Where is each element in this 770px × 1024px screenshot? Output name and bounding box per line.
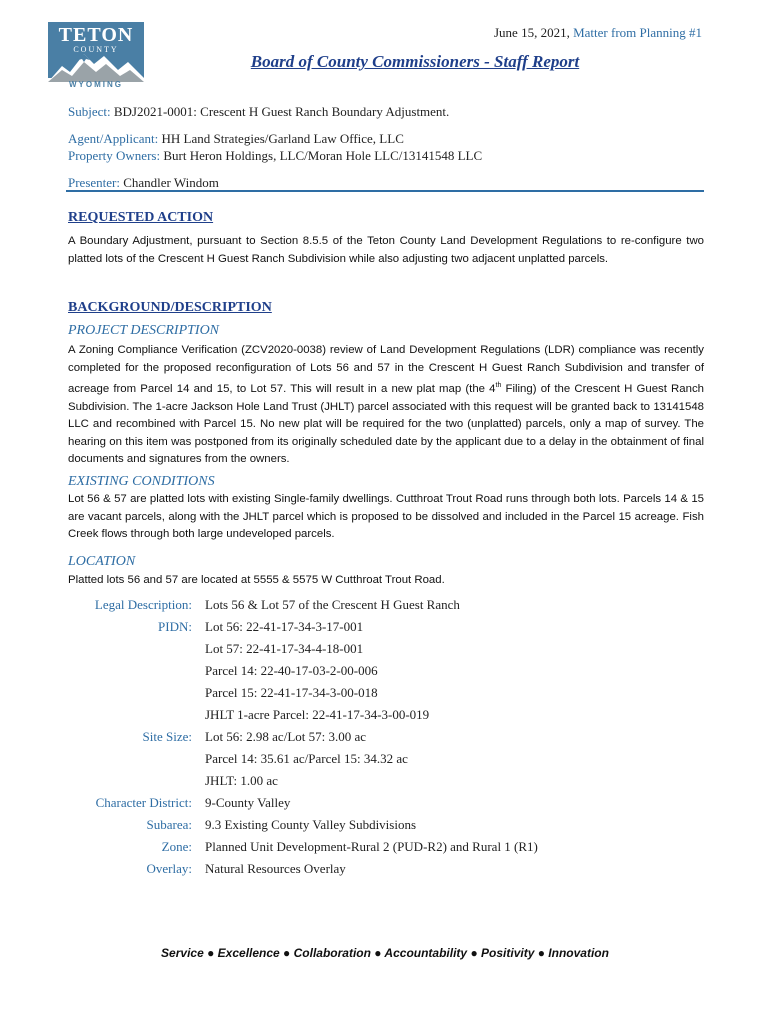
logo-county-text: COUNTY: [73, 45, 119, 54]
detail-row: [0, 795, 700, 815]
detail-value: Lot 57: 22-41-17-34-4-18-001: [205, 641, 364, 656]
detail-label: Overlay:: [146, 861, 192, 876]
existing-conditions-heading: EXISTING CONDITIONS: [68, 474, 215, 489]
owners-value: Burt Heron Holdings, LLC/Moran Hole LLC/13141548 LLC: [163, 148, 483, 163]
detail-label: Zone:: [161, 839, 192, 854]
requested-action-heading: REQUESTED ACTION: [68, 210, 214, 225]
agent-line: [68, 131, 404, 147]
detail-row: [0, 641, 700, 661]
report-date-line: [494, 25, 702, 41]
detail-value: Lots 56 & Lot 57 of the Crescent H Guest Ranch: [205, 597, 460, 612]
detail-value: JHLT 1-acre Parcel: 22-41-17-34-3-00-019: [205, 707, 430, 722]
page-title: Board of County Commissioners - Staff Report: [250, 52, 580, 71]
logo-teton-text: TETON: [58, 24, 134, 46]
detail-value: Lot 56: 2.98 ac/Lot 57: 3.00 ac: [205, 729, 367, 744]
detail-label: Legal Description:: [94, 597, 192, 612]
location-text: Platted lots 56 and 57 are located at 5555 & 5575 W Cutthroat Trout Road.: [68, 574, 445, 586]
project-text-part2: Filing) of the Crescent H Guest Ranch Subdivision. The 1-acre Jackson Hole Land Trust (JHLT) parcel associated with this request will be granted back to 13141548 LLC and recombined with Parcel 15. No new plat will be required for the two (unplatted) parcels, only a map of survey. The hearing on this item was postponed from its originally scheduled date by the applicant due to a delay in the obtainment of final documents and signatures from the owners.: [68, 382, 704, 466]
subject-label: Subject:: [68, 104, 111, 119]
detail-value: Parcel 15: 22-41-17-34-3-00-018: [205, 685, 378, 700]
detail-row: [0, 817, 700, 837]
header-divider: [66, 190, 704, 192]
presenter-label: Presenter:: [68, 175, 120, 190]
owners-label: Property Owners:: [68, 148, 161, 163]
detail-value: Planned Unit Development-Rural 2 (PUD-R2) and Rural 1 (R1): [205, 839, 538, 854]
detail-row: [0, 619, 700, 639]
project-description-text: [68, 342, 704, 469]
subject-value: BDJ2021-0001: Crescent H Guest Ranch Boundary Adjustment.: [113, 104, 450, 119]
detail-row: [0, 751, 700, 771]
existing-conditions-text: Lot 56 & 57 are platted lots with existing Single-family dwellings. Cutthroat Trout Road runs through both lots. Parcels 14 & 15 are vacant parcels, along with the JHLT parcel which is proposed to be dissolved and included in the Parcel 15 acreage. Fish Creek flows through both large undeveloped parcels.: [68, 493, 704, 541]
detail-row: [0, 707, 700, 727]
detail-value: Parcel 14: 22-40-17-03-2-00-006: [205, 663, 378, 678]
agent-value: HH Land Strategies/Garland Law Office, LLC: [161, 131, 404, 146]
matter-label: Matter from Planning #1: [573, 25, 702, 40]
detail-value: Lot 56: 22-41-17-34-3-17-001: [205, 619, 364, 634]
detail-row: [0, 597, 700, 617]
location-heading: LOCATION: [68, 554, 136, 569]
detail-label: Character District:: [95, 795, 192, 810]
report-date: June 15, 2021,: [494, 25, 570, 40]
project-description-heading: PROJECT DESCRIPTION: [68, 323, 220, 338]
project-text-part1: A Zoning Compliance Verification (ZCV2020-0038) review of Land Development Regulations (LDR) compliance was recently completed for the proposed reconfiguration of Lots 56 and 57 in the Crescent H Guest Ranch Subdivision and transfer of acreage from Parcel 14 and 15, to Lot 57. This will result in a new plat map (the 4: [68, 344, 704, 395]
detail-value: JHLT: 1.00 ac: [205, 773, 278, 788]
detail-row: [0, 685, 700, 705]
detail-row: [0, 729, 700, 749]
detail-value: 9-County Valley: [205, 795, 291, 810]
logo-wyoming-text: WYOMING: [69, 80, 123, 89]
detail-value: 9.3 Existing County Valley Subdivisions: [205, 817, 417, 832]
ordinal-suffix: th: [495, 382, 502, 390]
detail-row: [0, 839, 700, 859]
detail-label: PIDN:: [158, 619, 192, 634]
presenter-value: Chandler Windom: [123, 175, 219, 190]
detail-value: Parcel 14: 35.61 ac/Parcel 15: 34.32 ac: [205, 751, 408, 766]
footer-values: Service ● Excellence ● Collaboration ● Accountability ● Positivity ● Innovation: [161, 946, 609, 960]
detail-row: [0, 663, 700, 683]
detail-value: Natural Resources Overlay: [205, 861, 346, 876]
presenter-line: [68, 175, 219, 191]
detail-label: Site Size:: [142, 729, 192, 744]
subject-line: [68, 104, 449, 120]
background-heading: BACKGROUND/DESCRIPTION: [68, 300, 272, 315]
owners-line: [68, 148, 482, 164]
detail-row: [0, 773, 700, 793]
agent-label: Agent/Applicant:: [68, 131, 159, 146]
detail-label: Subarea:: [146, 817, 192, 832]
requested-action-text: A Boundary Adjustment, pursuant to Section 8.5.5 of the Teton County Land Development Regulations to re-configure two platted lots of the Crescent H Guest Ranch Subdivision while also adjusting two adjacent unplatted parcels.: [68, 235, 704, 265]
detail-row: [0, 861, 700, 881]
